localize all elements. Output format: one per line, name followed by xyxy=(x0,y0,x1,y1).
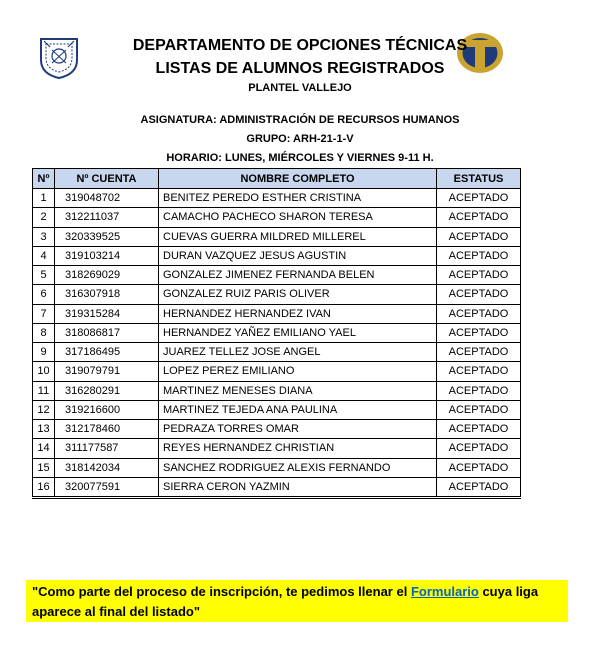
table-header-row xyxy=(33,169,521,189)
cell-status: ACEPTADO xyxy=(437,439,521,458)
cell-number: 12 xyxy=(33,400,55,419)
cell-account: 318142034 xyxy=(55,458,159,477)
cell-account: 316280291 xyxy=(55,381,159,400)
cell-status: ACEPTADO xyxy=(437,304,521,323)
cell-account: 319079791 xyxy=(55,362,159,381)
cell-number: 13 xyxy=(33,420,55,439)
table-row xyxy=(33,477,521,497)
cell-number: 1 xyxy=(33,189,55,208)
table-row xyxy=(33,420,521,439)
cell-number: 11 xyxy=(33,381,55,400)
cell-account: 317186495 xyxy=(55,343,159,362)
cell-name: LOPEZ PEREZ EMILIANO xyxy=(159,362,437,381)
cell-name: SANCHEZ RODRIGUEZ ALEXIS FERNANDO xyxy=(159,458,437,477)
table-body xyxy=(33,189,521,498)
cell-status: ACEPTADO xyxy=(437,246,521,265)
cell-name: GONZALEZ RUIZ PARIS OLIVER xyxy=(159,285,437,304)
notice-text-after: cuya liga aparece al final del listado" xyxy=(32,584,539,619)
cell-status: ACEPTADO xyxy=(437,381,521,400)
table-row xyxy=(33,208,521,227)
table-row xyxy=(33,189,521,208)
cell-name: PEDRAZA TORRES OMAR xyxy=(159,420,437,439)
cell-status: ACEPTADO xyxy=(437,285,521,304)
cell-account: 319315284 xyxy=(55,304,159,323)
cell-number: 8 xyxy=(33,323,55,342)
cell-status: ACEPTADO xyxy=(437,420,521,439)
cell-number: 15 xyxy=(33,458,55,477)
column-header-account: Nº CUENTA xyxy=(55,169,159,189)
cell-number: 3 xyxy=(33,227,55,246)
cell-number: 4 xyxy=(33,246,55,265)
cell-name: MARTINEZ TEJEDA ANA PAULINA xyxy=(159,400,437,419)
table-row xyxy=(33,304,521,323)
cell-status: ACEPTADO xyxy=(437,400,521,419)
form-link[interactable]: Formulario xyxy=(410,584,479,599)
table-row xyxy=(33,458,521,477)
group-label: GRUPO: ARH-21-1-V xyxy=(246,133,354,145)
column-header-name: NOMBRE COMPLETO xyxy=(159,169,437,189)
page-subtitle: LISTAS DE ALUMNOS REGISTRADOS xyxy=(155,60,445,77)
cell-account: 312178460 xyxy=(55,420,159,439)
cell-name: DURAN VAZQUEZ JESUS AGUSTIN xyxy=(159,246,437,265)
cell-status: ACEPTADO xyxy=(437,343,521,362)
enrollment-notice xyxy=(26,580,568,622)
cell-status: ACEPTADO xyxy=(437,323,521,342)
table-row xyxy=(33,343,521,362)
cell-status: ACEPTADO xyxy=(437,189,521,208)
cell-number: 5 xyxy=(33,266,55,285)
cell-account: 311177587 xyxy=(55,439,159,458)
table-row xyxy=(33,439,521,458)
students-table xyxy=(32,168,521,499)
column-header-number: Nº xyxy=(33,169,55,189)
cell-name: JUAREZ TELLEZ JOSE ANGEL xyxy=(159,343,437,362)
cell-account: 312211037 xyxy=(55,208,159,227)
table-row xyxy=(33,285,521,304)
cell-name: SIERRA CERON YAZMIN xyxy=(159,477,437,497)
notice-text-before: "Como parte del proceso de inscripción, te pedimos llenar el xyxy=(32,584,411,599)
table-row xyxy=(33,246,521,265)
cell-account: 318269029 xyxy=(55,266,159,285)
cell-number: 10 xyxy=(33,362,55,381)
cell-name: REYES HERNANDEZ CHRISTIAN xyxy=(159,439,437,458)
cell-status: ACEPTADO xyxy=(437,266,521,285)
cell-name: BENITEZ PEREDO ESTHER CRISTINA xyxy=(159,189,437,208)
cell-account: 319216600 xyxy=(55,400,159,419)
cell-account: 320339525 xyxy=(55,227,159,246)
campus-label: PLANTEL VALLEJO xyxy=(248,82,352,94)
cell-status: ACEPTADO xyxy=(437,227,521,246)
cell-account: 318086817 xyxy=(55,323,159,342)
table-row xyxy=(33,323,521,342)
cell-status: ACEPTADO xyxy=(437,458,521,477)
cell-number: 6 xyxy=(33,285,55,304)
cell-account: 319048702 xyxy=(55,189,159,208)
page-title: DEPARTAMENTO DE OPCIONES TÉCNICAS xyxy=(132,37,468,54)
table-row xyxy=(33,400,521,419)
cell-status: ACEPTADO xyxy=(437,208,521,227)
cell-name: CUEVAS GUERRA MILDRED MILLEREL xyxy=(159,227,437,246)
cell-status: ACEPTADO xyxy=(437,477,521,497)
cell-number: 2 xyxy=(33,208,55,227)
cell-account: 316307918 xyxy=(55,285,159,304)
cell-number: 16 xyxy=(33,477,55,497)
schedule-label: HORARIO: LUNES, MIÉRCOLES Y VIERNES 9-11 H. xyxy=(166,152,434,164)
cell-number: 7 xyxy=(33,304,55,323)
cell-name: HERNANDEZ HERNANDEZ IVAN xyxy=(159,304,437,323)
column-header-status: ESTATUS xyxy=(437,169,521,189)
table-row xyxy=(33,266,521,285)
cell-name: GONZALEZ JIMENEZ FERNANDA BELEN xyxy=(159,266,437,285)
cell-name: HERNANDEZ YAÑEZ EMILIANO YAEL xyxy=(159,323,437,342)
cell-number: 9 xyxy=(33,343,55,362)
cell-name: MARTINEZ MENESES DIANA xyxy=(159,381,437,400)
subject-label: ASIGNATURA: ADMINISTRACIÓN DE RECURSOS HUMANOS xyxy=(140,114,460,126)
table-row xyxy=(33,227,521,246)
cell-status: ACEPTADO xyxy=(437,362,521,381)
table-row xyxy=(33,381,521,400)
cell-account: 319103214 xyxy=(55,246,159,265)
cell-number: 14 xyxy=(33,439,55,458)
table-row xyxy=(33,362,521,381)
cell-name: CAMACHO PACHECO SHARON TERESA xyxy=(159,208,437,227)
cell-account: 320077591 xyxy=(55,477,159,497)
